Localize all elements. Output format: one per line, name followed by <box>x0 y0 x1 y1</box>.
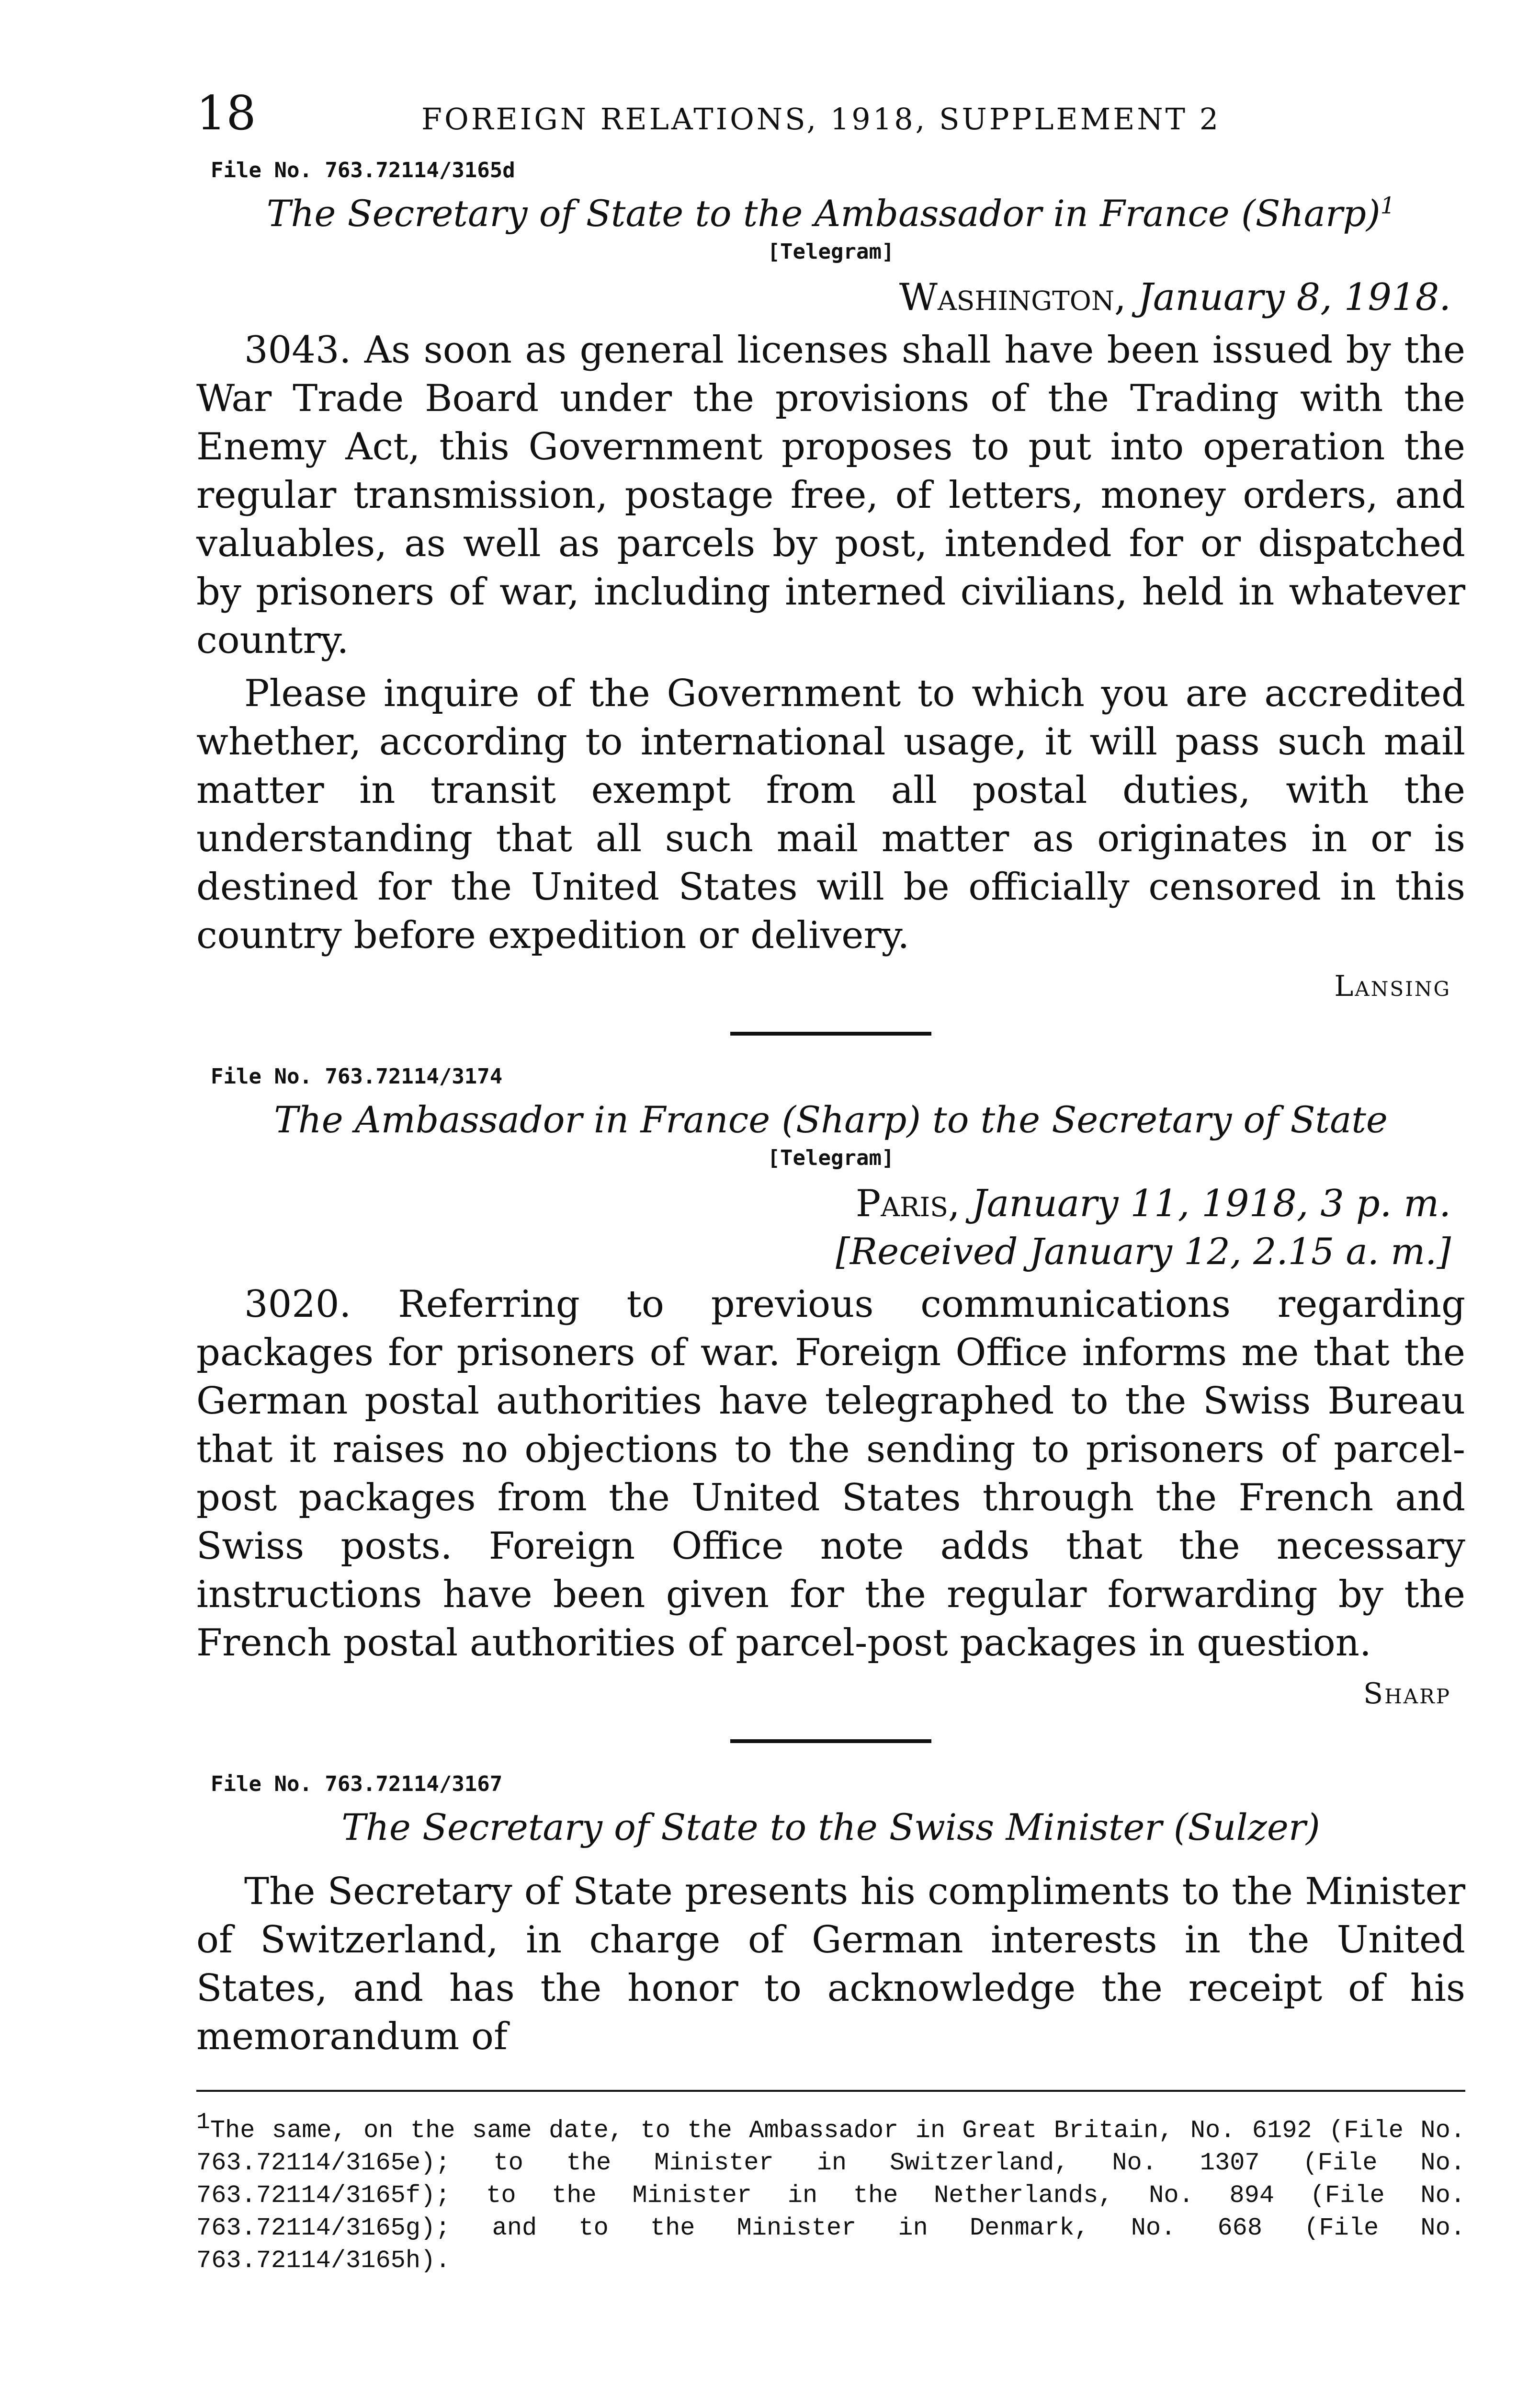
document-type: [Telegram] <box>767 1146 895 1170</box>
section-divider <box>730 1739 931 1743</box>
document-1 <box>196 158 1465 1003</box>
dateline <box>196 1180 1451 1228</box>
body-paragraph: 3043. As soon as general licenses shall have been issued by the War Trade Board under the provisions of the Trading with the Enemy Act, this Government proposes to put into operation the regular transmission, postage free, of letters, money orders, and valuables, as well as parcels by post, intended for or dispatched by prisoners of war, including interned civilians, held in whatever country. <box>196 329 1465 662</box>
page-number: 18 <box>196 86 256 141</box>
dateline <box>196 274 1451 321</box>
footnote-text: The same, on the same date, to the Ambassador in Great Britain, No. 6192 (File No. 763.72114/3165e); to the Minister in Switzerland, No. 1307 (File No. 763.72114/3165f); to the Minister in the Netherlands, No. 894 (File No. 763.72114/3165g); and to the Minister in Denmark, No. 668 (File No. 763.72114/3165h). <box>196 2116 1465 2275</box>
section-divider <box>730 1032 931 1036</box>
dateline-place: Paris, <box>855 1182 960 1225</box>
received-note: [Received January 12, 2.15 a. m.] <box>836 1230 1451 1273</box>
signature: Sharp <box>1363 1677 1451 1711</box>
file-number: File No. 763.72114/3174 <box>211 1064 503 1089</box>
body-paragraph: 3020. Referring to previous communications regarding packages for prisoners of war. Foreign Office informs me that the German postal authorities have telegraphed to the Swiss Bureau that it raises no objections to the sending to prisoners of parcel-post packages from the United States through the French and Swiss posts. Foreign Office note adds that the necessary instructions have been given for the regular forwarding by the French postal authorities of parcel-post packages in question. <box>196 1283 1465 1665</box>
document-address: The Secretary of State to the Swiss Minister (Sulzer) <box>341 1806 1320 1848</box>
running-title: FOREIGN RELATIONS, 1918, SUPPLEMENT 2 <box>421 102 1221 137</box>
document-3 <box>196 1772 1465 2061</box>
file-number: File No. 763.72114/3165d <box>211 158 515 182</box>
footnote <box>196 2106 1465 2277</box>
dateline-place: Washington, <box>899 276 1126 319</box>
document-type: [Telegram] <box>767 240 895 264</box>
document-address: The Ambassador in France (Sharp) to the Secretary of State <box>274 1098 1388 1141</box>
page <box>196 86 1465 2277</box>
page-header <box>196 86 1465 158</box>
body-paragraph: The Secretary of State presents his compliments to the Minister of Switzerland, in charge of German interests in the United States, and has the honor to acknowledge the receipt of his memorandum of <box>196 1870 1465 2058</box>
footnote-marker: 1 <box>196 2110 210 2135</box>
document-address <box>196 192 1465 235</box>
signature: Lansing <box>1334 969 1451 1003</box>
footnote-marker: 1 <box>1380 192 1395 219</box>
body-paragraph: Please inquire of the Government to which you are accredited whether, according to international usage, it will pass such mail matter in transit exempt from all postal duties, with the understanding that all such mail matter as originates in or is destined for the United States will be officially censored in this country before expedition or delivery. <box>196 672 1465 957</box>
dateline-date: January 8, 1918. <box>1138 276 1451 319</box>
footnote-rule <box>196 2090 1465 2092</box>
dateline-date: January 11, 1918, 3 p. m. <box>972 1182 1451 1225</box>
address-text: The Secretary of State to the Ambassador in France (Sharp) <box>266 192 1381 235</box>
document-2 <box>196 1064 1465 1711</box>
file-number: File No. 763.72114/3167 <box>211 1772 503 1796</box>
